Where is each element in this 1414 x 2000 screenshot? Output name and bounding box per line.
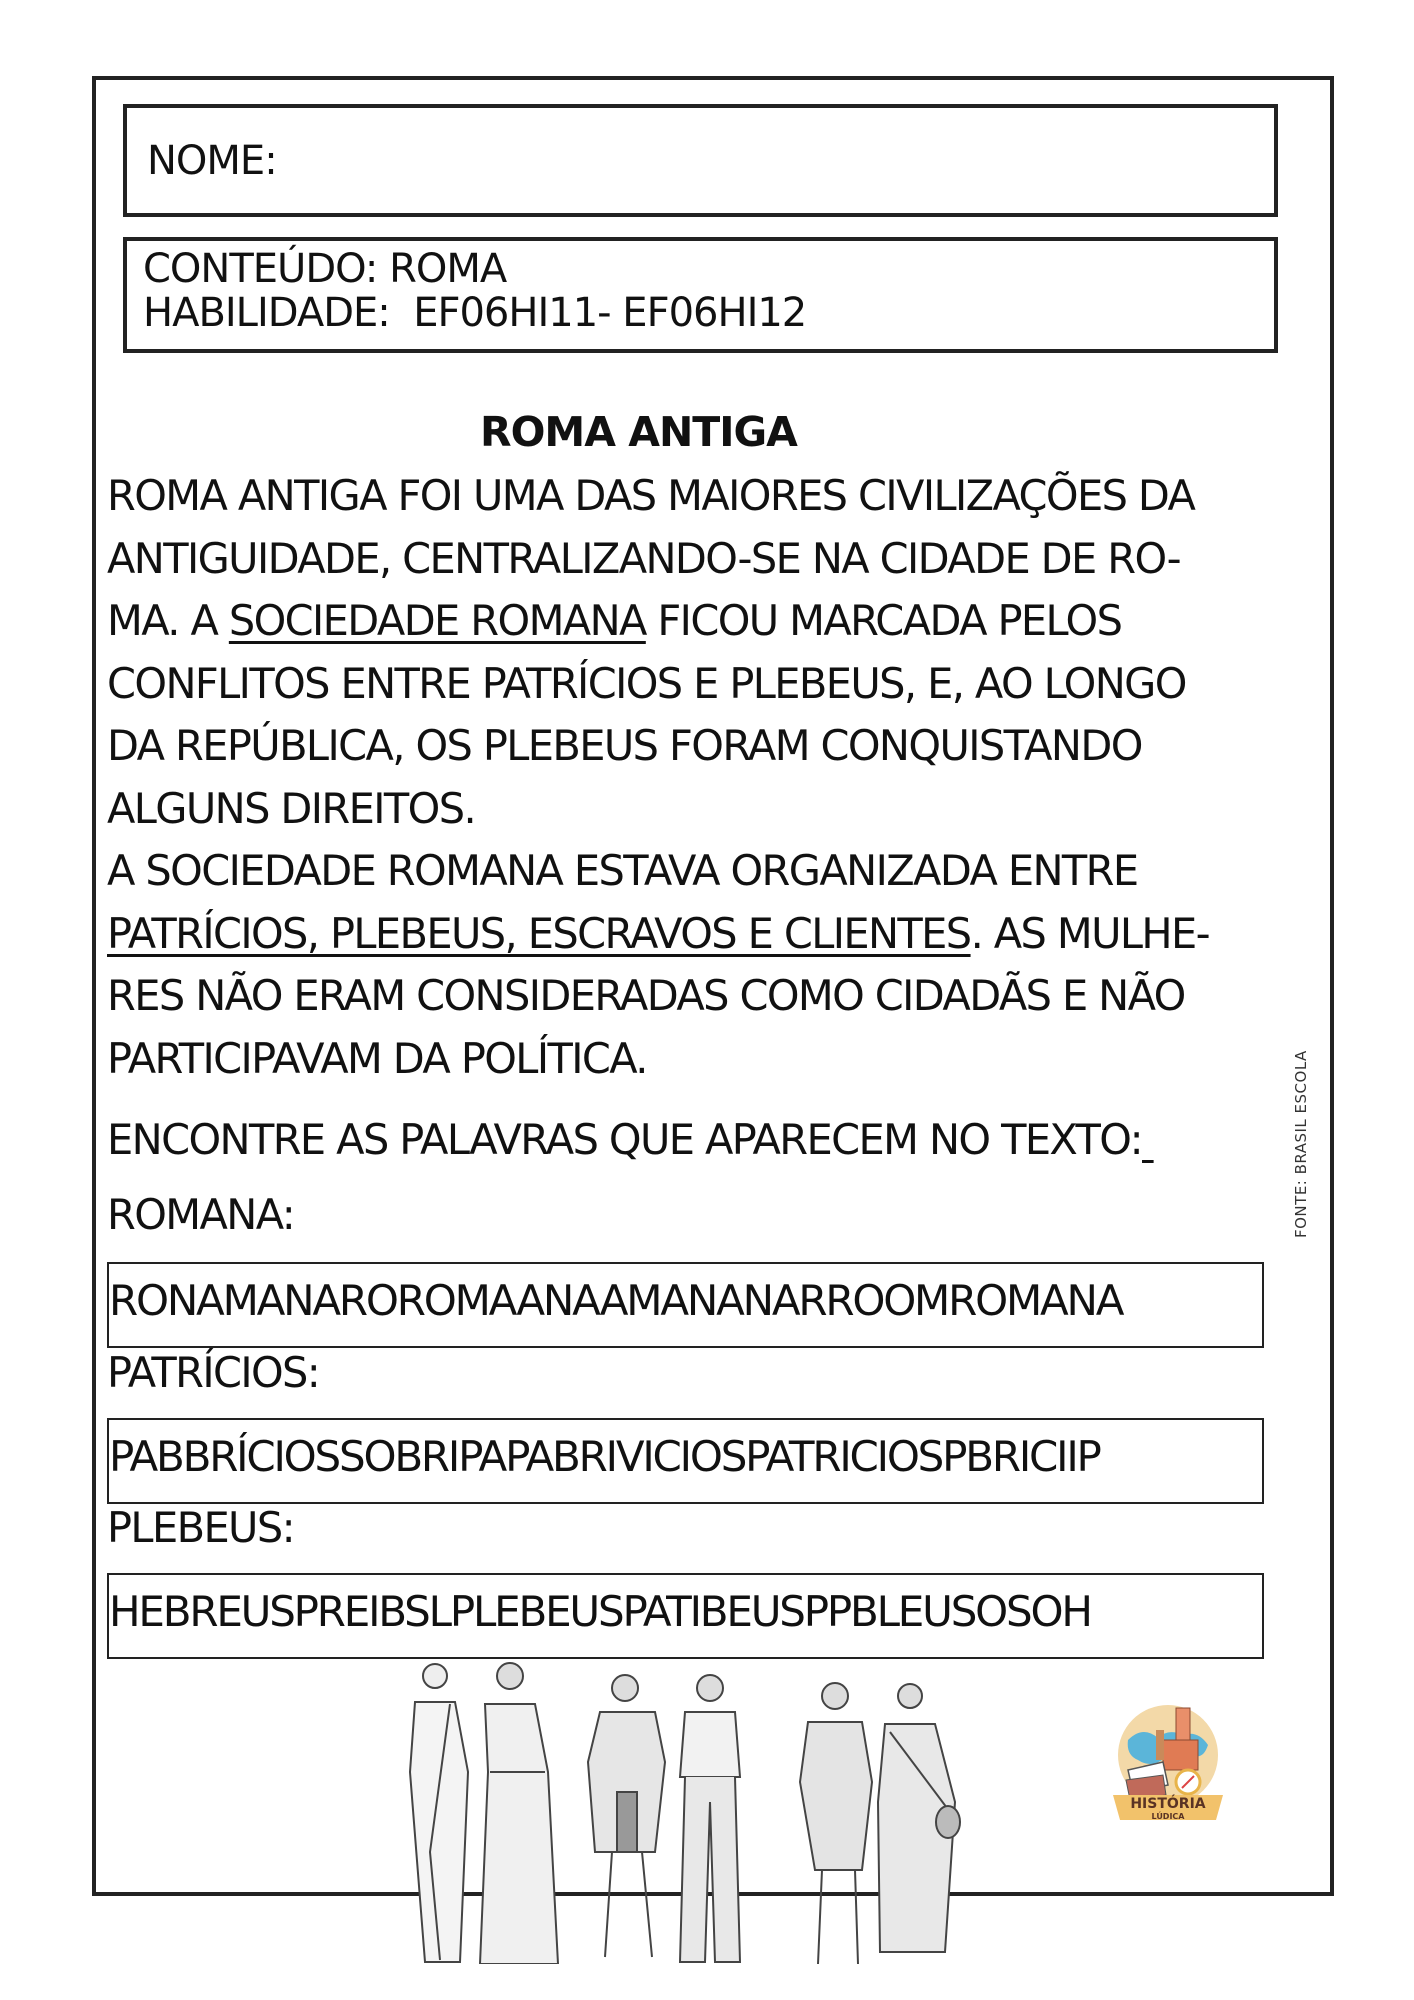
patrician-man-figure — [410, 1664, 468, 1962]
soldier-figure — [588, 1675, 665, 1957]
letter-strip-romana[interactable] — [107, 1262, 1264, 1348]
exercise-label-patricios: PATRÍCIOS: — [107, 1348, 320, 1397]
letter-strip-plebeus[interactable] — [107, 1573, 1264, 1659]
text-line: PARTICIPAVAM DA POLÍTICA. — [107, 1033, 647, 1083]
content-label: CONTEÚDO: ROMA — [143, 246, 507, 292]
underlined-term: SOCIEDADE ROMANA — [228, 596, 646, 645]
text-line: ALGUNS DIREITOS. — [107, 783, 476, 833]
text-line: MA. A SOCIEDADE ROMANA FICOU MARCADA PELOS — [107, 596, 1122, 645]
svg-text:HISTÓRIA: HISTÓRIA — [1130, 1796, 1206, 1812]
text-line: CONFLITOS ENTRE PATRÍCIOS E PLEBEUS, E, AO LONGO — [107, 658, 1186, 708]
paragraph-2 — [107, 840, 1307, 1090]
patrician-woman-figure — [480, 1663, 558, 1964]
exercise-label-romana: ROMANA: — [107, 1190, 295, 1239]
content-info-box — [123, 237, 1278, 353]
text-line: ROMA ANTIGA FOI UMA DAS MAIORES CIVILIZAÇÕES DA — [107, 471, 1195, 520]
text-line: A SOCIEDADE ROMANA ESTAVA ORGANIZADA ENTRE — [107, 846, 1138, 895]
plebeian-woman-figure — [878, 1684, 960, 1952]
plebeian-man-figure — [800, 1683, 872, 1964]
text-line: ANTIGUIDADE, CENTRALIZANDO-SE NA CIDADE DE RO- — [107, 533, 1181, 583]
text-line: RES NÃO ERAM CONSIDERADAS COMO CIDADÃS E NÃO — [107, 971, 1185, 1020]
instruction-blank — [1142, 1115, 1154, 1164]
skill-label: HABILIDADE: EF06HI11- EF06HI12 — [143, 290, 807, 336]
letters: RONAMANAROROMAANAAMANANARROOMROMANA — [109, 1276, 1123, 1325]
letters: PABBRÍCIOSSOBRIPAPABRIVICIOSPATRICIOSPBRICIIP — [109, 1432, 1100, 1481]
letter-strip-patricios[interactable] — [107, 1418, 1264, 1504]
underlined-term: PATRÍCIOS, PLEBEUS, ESCRAVOS E CLIENTES — [107, 908, 971, 958]
instruction: ENCONTRE AS PALAVRAS QUE APARECEM NO TEXTO: — [107, 1115, 1154, 1164]
exercise-label-plebeus: PLEBEUS: — [107, 1503, 294, 1552]
name-field[interactable] — [123, 104, 1278, 217]
text-line: DA REPÚBLICA, OS PLEBEUS FORAM CONQUISTANDO — [107, 721, 1142, 770]
svg-text:LÚDICA: LÚDICA — [1151, 1812, 1185, 1821]
roman-figures-illustration — [380, 1652, 1030, 1964]
historia-ludica-logo — [1108, 1700, 1228, 1830]
letters: HEBREUSPREIBSLPLEBEUSPATIBEUSPPBLEUSOSOH — [109, 1587, 1091, 1636]
slave-figure — [680, 1675, 740, 1962]
source-note: FONTE: BRASIL ESCOLA — [1292, 1050, 1310, 1238]
page-title: ROMA ANTIGA — [480, 408, 797, 456]
text-line: PATRÍCIOS, PLEBEUS, ESCRAVOS E CLIENTES. AS MULHE- — [107, 908, 1209, 958]
name-label: NOME: — [147, 138, 277, 184]
paragraph-1 — [107, 465, 1307, 840]
